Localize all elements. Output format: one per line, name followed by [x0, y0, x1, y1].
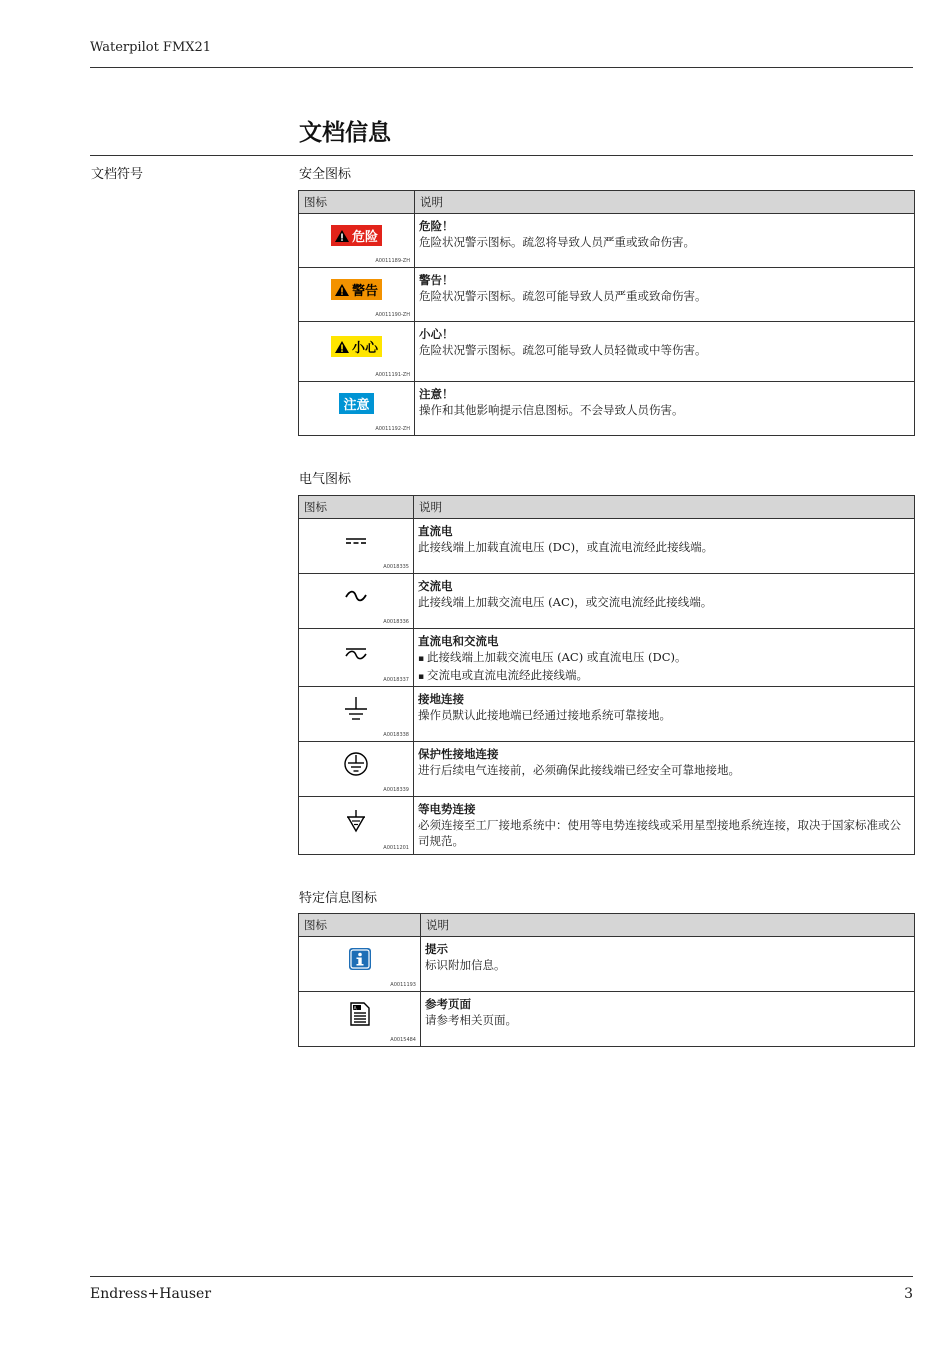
description-cell [415, 214, 915, 268]
icon-cell [299, 992, 421, 1047]
row-title: 直流电和交流电 [418, 634, 499, 648]
table-row [299, 742, 915, 797]
header-rule [90, 67, 913, 68]
ac-dc-icon [345, 646, 367, 660]
caution-sign-label: 小心 [351, 341, 378, 356]
ground-icon [344, 696, 368, 722]
info-icon [348, 947, 372, 971]
symbol-code: A0011189-ZH [375, 258, 410, 264]
row-title: 小心！ [419, 327, 454, 341]
column-header-description: 说明 [421, 914, 915, 937]
icon-cell [299, 268, 415, 322]
icon-cell [299, 382, 415, 436]
row-title: 保护性接地连接 [418, 747, 499, 761]
description-cell [414, 742, 915, 797]
ac-icon [345, 590, 367, 602]
icon-cell [299, 629, 414, 687]
description-cell [414, 574, 915, 629]
info-table [298, 913, 915, 1047]
symbol-code: A0018336 [383, 619, 409, 625]
danger-sign [331, 225, 382, 246]
row-text: 危险状况警示图标。疏忽可能导致人员严重或致命伤害。 [419, 289, 707, 303]
row-text: 标识附加信息。 [425, 958, 506, 972]
symbol-code: A0018337 [383, 677, 409, 683]
symbol-code: A0011201 [383, 845, 409, 851]
table-row [299, 382, 915, 436]
row-text: 进行后续电气连接前，必须确保此接线端已经安全可靠地接地。 [418, 763, 740, 777]
row-title: 直流电 [418, 524, 453, 538]
symbol-code: A0018335 [383, 564, 409, 570]
icon-cell [299, 322, 415, 382]
electrical-section-title: 电气图标 [299, 472, 352, 487]
row-text: 危险状况警示图标。疏忽将导致人员严重或致命伤害。 [419, 235, 695, 249]
electrical-table [298, 495, 915, 855]
icon-cell [299, 574, 414, 629]
equipotential-icon [345, 809, 367, 833]
bullet-item: ▪ 此接线端上加载交流电压 (AC) 或直流电压 (DC)。 [418, 649, 910, 667]
warning-triangle-icon [335, 341, 349, 353]
notice-sign-label: 注意 [343, 398, 370, 413]
row-title: 交流电 [418, 579, 453, 593]
header-product: Waterpilot FMX21 [90, 40, 212, 55]
danger-sign-label: 危险 [351, 230, 378, 245]
row-text: 此接线端上加载直流电压 (DC)，或直流电流经此接线端。 [418, 540, 714, 554]
symbol-code: A0011192-ZH [375, 426, 410, 432]
protective-earth-icon [343, 751, 369, 777]
row-text: 请参考相关页面。 [425, 1013, 517, 1027]
dc-icon [345, 535, 367, 547]
page-number: 3 [904, 1286, 913, 1302]
table-row [299, 937, 915, 992]
notice-sign [339, 393, 373, 414]
table-row [299, 519, 915, 574]
table-row [299, 214, 915, 268]
column-header-icon: 图标 [299, 191, 415, 214]
safety-table [298, 190, 915, 436]
row-text: 操作和其他影响提示信息图标。不会导致人员伤害。 [419, 403, 684, 417]
symbol-code: A0011190-ZH [375, 312, 410, 318]
icon-cell [299, 214, 415, 268]
description-cell [415, 322, 915, 382]
table-row [299, 687, 915, 742]
table-row [299, 629, 915, 687]
icon-cell [299, 742, 414, 797]
description-cell [414, 519, 915, 574]
title-rule [90, 155, 913, 156]
row-title: 注意！ [419, 387, 454, 401]
description-cell [414, 629, 915, 687]
symbol-code: A0011191-ZH [375, 372, 410, 378]
symbol-code: A0018339 [383, 787, 409, 793]
column-header-icon: 图标 [299, 496, 414, 519]
symbol-code: A0018338 [383, 732, 409, 738]
info-section-title: 特定信息图标 [299, 891, 378, 906]
icon-cell [299, 937, 421, 992]
description-cell [421, 937, 915, 992]
svg-text:A: A [353, 1006, 357, 1012]
table-row [299, 992, 915, 1047]
description-cell [421, 992, 915, 1047]
row-title: 提示 [425, 942, 448, 956]
warning-triangle-icon [335, 230, 349, 242]
row-text: 必须连接至工厂接地系统中：使用等电势连接线或采用星型接地系统连接，取决于国家标准或公司规范。 [418, 818, 901, 848]
warning-sign-label: 警告 [351, 284, 378, 299]
description-cell [415, 268, 915, 322]
description-cell [414, 797, 915, 855]
footer-company: Endress+Hauser [90, 1286, 212, 1302]
icon-cell [299, 687, 414, 742]
caution-sign [331, 336, 382, 357]
reference-page-icon [349, 1002, 371, 1026]
column-header-description: 说明 [415, 191, 915, 214]
table-row [299, 322, 915, 382]
row-title: 危险！ [419, 219, 454, 233]
safety-section-title: 安全图标 [299, 167, 352, 182]
table-row [299, 574, 915, 629]
description-cell [414, 687, 915, 742]
symbol-code: A0011193 [390, 982, 416, 988]
row-text: 危险状况警示图标。疏忽可能导致人员轻微或中等伤害。 [419, 343, 707, 357]
warning-sign [331, 279, 382, 300]
table-row [299, 797, 915, 855]
column-header-description: 说明 [414, 496, 915, 519]
bullet-item: ▪ 交流电或直流电流经此接线端。 [418, 667, 910, 685]
icon-cell [299, 519, 414, 574]
description-cell [415, 382, 915, 436]
row-title: 警告！ [419, 273, 454, 287]
column-header-icon: 图标 [299, 914, 421, 937]
row-title: 接地连接 [418, 692, 464, 706]
row-title: 等电势连接 [418, 802, 476, 816]
table-row [299, 268, 915, 322]
icon-cell [299, 797, 414, 855]
row-title: 参考页面 [425, 997, 471, 1011]
side-label: 文档符号 [91, 167, 144, 182]
page-title: 文档信息 [299, 119, 391, 146]
warning-triangle-icon [335, 284, 349, 296]
row-text: 操作员默认此接地端已经通过接地系统可靠接地。 [418, 708, 671, 722]
row-text: 此接线端上加载交流电压 (AC)，或交流电流经此接线端。 [418, 595, 713, 609]
symbol-code: A0015484 [390, 1037, 416, 1043]
footer-rule [90, 1276, 913, 1277]
